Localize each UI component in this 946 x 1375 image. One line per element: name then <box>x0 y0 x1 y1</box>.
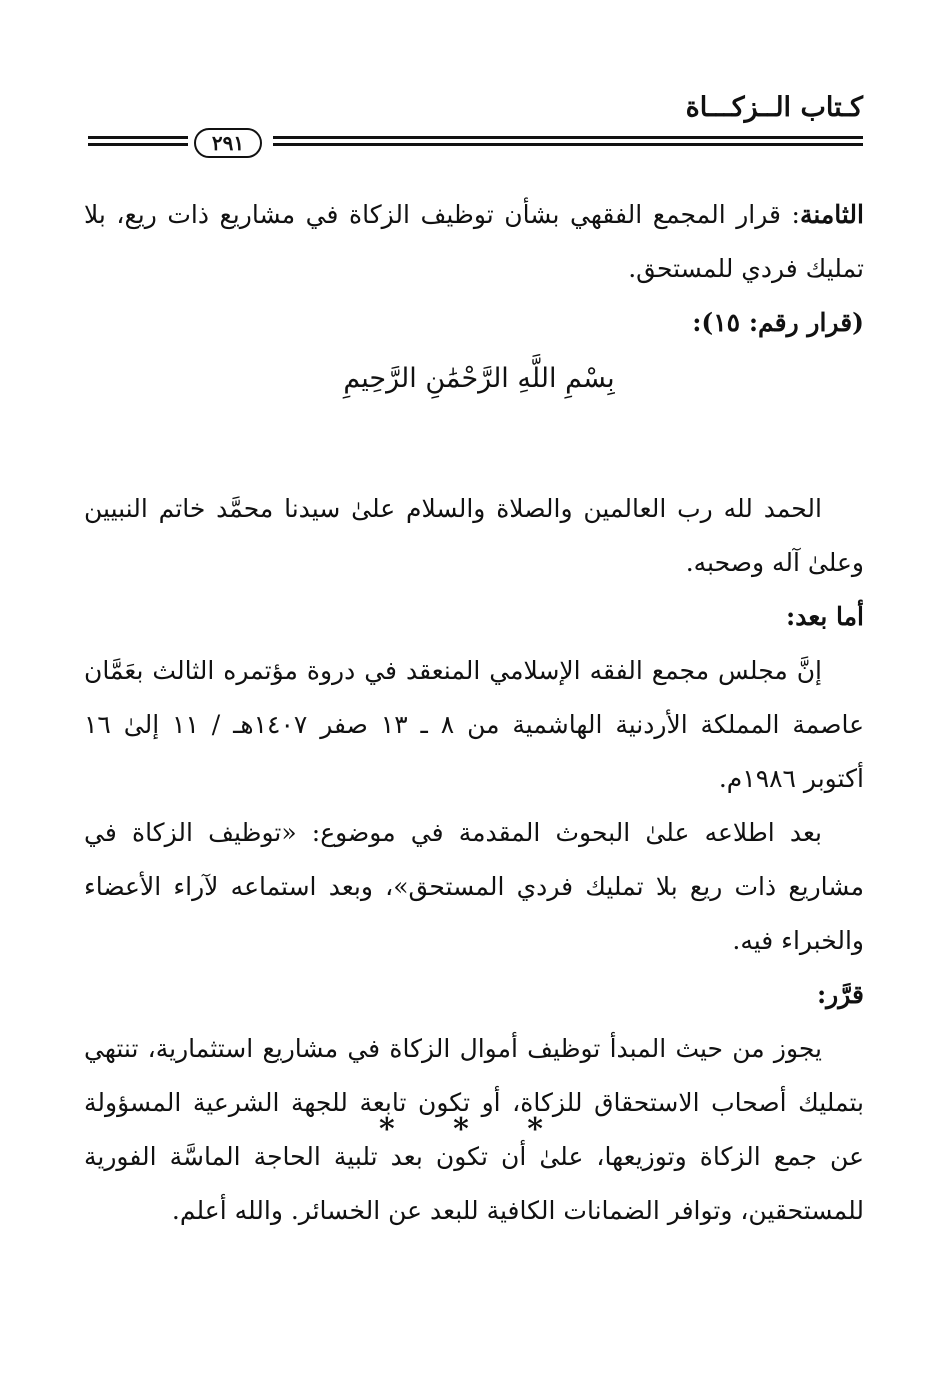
basmala: بِسْمِ اللَّهِ الرَّحْمَٰنِ الرَّحِيمِ <box>343 363 615 394</box>
paragraph-praise: الحمد لله رب العالمين والصلاة والسلام علىٰ سيدنا محمَّد خاتم النبيين وعلىٰ آله وصحبه. <box>84 494 864 577</box>
header-rule <box>273 136 863 139</box>
heading-decided: قرَّر: <box>816 980 864 1009</box>
section-title: : قرار المجمع الفقهي بشأن توظيف الزكاة في مشاريع ذات ريع، بلا تمليك فردي للمستحق. <box>84 200 864 283</box>
header-rule <box>88 143 188 146</box>
paragraph-council: إنَّ مجلس مجمع الفقه الإسلامي المنعقد في دروة مؤتمره الثالث بعَمَّان عاصمة المملكة الأردنية الهاشمية من ٨ ـ ١٣ صفر ١٤٠٧هـ / ١١ إلىٰ ١٦ أكتوبر ١٩٨٦م. <box>84 656 865 793</box>
header-rule <box>273 143 863 146</box>
page-header <box>88 92 863 162</box>
page-number: ٢٩١ <box>194 128 262 158</box>
section-label: الثامنة <box>799 200 864 229</box>
paragraph-ruling: يجوز من حيث المبدأ توظيف أموال الزكاة في مشاريع استثمارية، تنتهي بتمليك أصحاب الاستحقاق للزكاة، أو تكون تابعة للجهة الشرعية المسؤولة عن جمع الزكاة وتوزيعها، علىٰ أن تكون بعد تلبية الحاجة الماسَّة الفورية للمستحقين، وتوافر الضمانات الكافية للبعد عن الخسائر. والله أعلم. <box>84 1034 864 1225</box>
paragraph-after-review: بعد اطلاعه علىٰ البحوث المقدمة في موضوع: «توظيف الزكاة في مشاريع ذات ريع بلا تمليك فردي المستحق»، وبعد استماعه لآراء الأعضاء والخبراء فيه. <box>84 818 864 955</box>
decision-number: (قرار رقم: ١٥): <box>692 308 864 337</box>
section-heading <box>84 188 864 296</box>
page-body <box>84 188 864 1238</box>
heading-amma-baad: أما بعد: <box>785 602 864 631</box>
section-separator: * * * <box>379 1112 567 1147</box>
header-rule <box>88 136 188 139</box>
book-title: كـتاب الــزكـــاة <box>685 92 863 123</box>
